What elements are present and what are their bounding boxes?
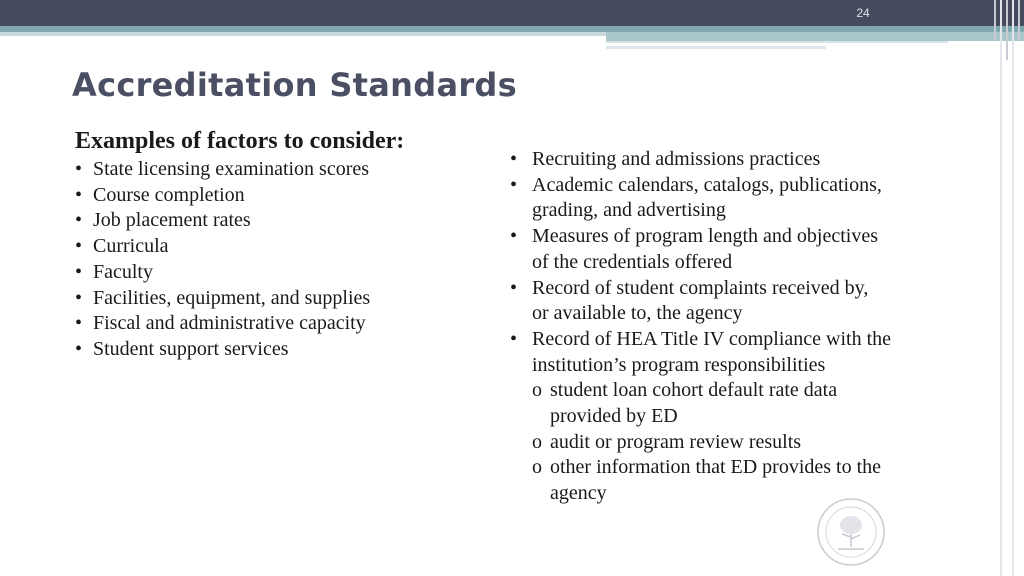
- list-item: [510, 224, 960, 275]
- list-item: [510, 173, 960, 224]
- header-accent-band: [606, 41, 948, 43]
- list-item-line: o other information that ED provides to the: [550, 456, 882, 479]
- list-item: • Job placement rates: [75, 208, 505, 234]
- header-accent-band: [0, 32, 606, 36]
- list-item: [510, 327, 960, 378]
- list-item-line: institution’s program responsibilities: [532, 353, 826, 376]
- factor-list: [75, 157, 505, 363]
- list-item-line: • Academic calendars, catalogs, publications,: [532, 173, 882, 196]
- list-item: [510, 147, 960, 173]
- list-item: • Student support services: [75, 337, 505, 363]
- sub-list-item: [510, 455, 960, 506]
- list-item-line: • Record of student complaints received by,: [532, 276, 869, 299]
- list-item: • Course completion: [75, 183, 505, 209]
- list-item: • Fiscal and administrative capacity: [75, 311, 505, 337]
- sub-list: [510, 378, 960, 507]
- right-column: [510, 147, 960, 507]
- standards-list: [510, 147, 960, 378]
- list-item-line: agency: [550, 482, 607, 505]
- left-column: [75, 126, 505, 363]
- list-item: [510, 276, 960, 327]
- department-of-education-seal-icon: [816, 497, 886, 567]
- list-item: • Faculty: [75, 260, 505, 286]
- list-item-line: o student loan cohort default rate data: [550, 379, 838, 402]
- page-title: Accreditation Standards: [72, 66, 517, 104]
- list-item-line: of the credentials offered: [532, 250, 733, 273]
- list-item-line: o audit or program review results: [550, 430, 802, 453]
- list-item-line: • Measures of program length and objectives: [532, 225, 879, 248]
- list-item-line: provided by ED: [550, 405, 678, 428]
- sub-list-item: [510, 378, 960, 429]
- list-item: • Curricula: [75, 234, 505, 260]
- list-item: • State licensing examination scores: [75, 157, 505, 183]
- list-item: • Facilities, equipment, and supplies: [75, 286, 505, 312]
- list-item-line: • Recruiting and admissions practices: [532, 148, 821, 170]
- decorative-lines: [990, 0, 1024, 576]
- slide-number: 24: [856, 6, 870, 20]
- header-accent-band: [606, 46, 826, 49]
- sub-list-item: [510, 430, 960, 456]
- list-item-line: • Record of HEA Title IV compliance with the: [532, 327, 892, 350]
- list-item-line: grading, and advertising: [532, 199, 726, 222]
- list-item-line: or available to, the agency: [532, 302, 743, 325]
- header-accent-band: [606, 32, 1024, 41]
- left-heading: Examples of factors to consider:: [75, 128, 405, 154]
